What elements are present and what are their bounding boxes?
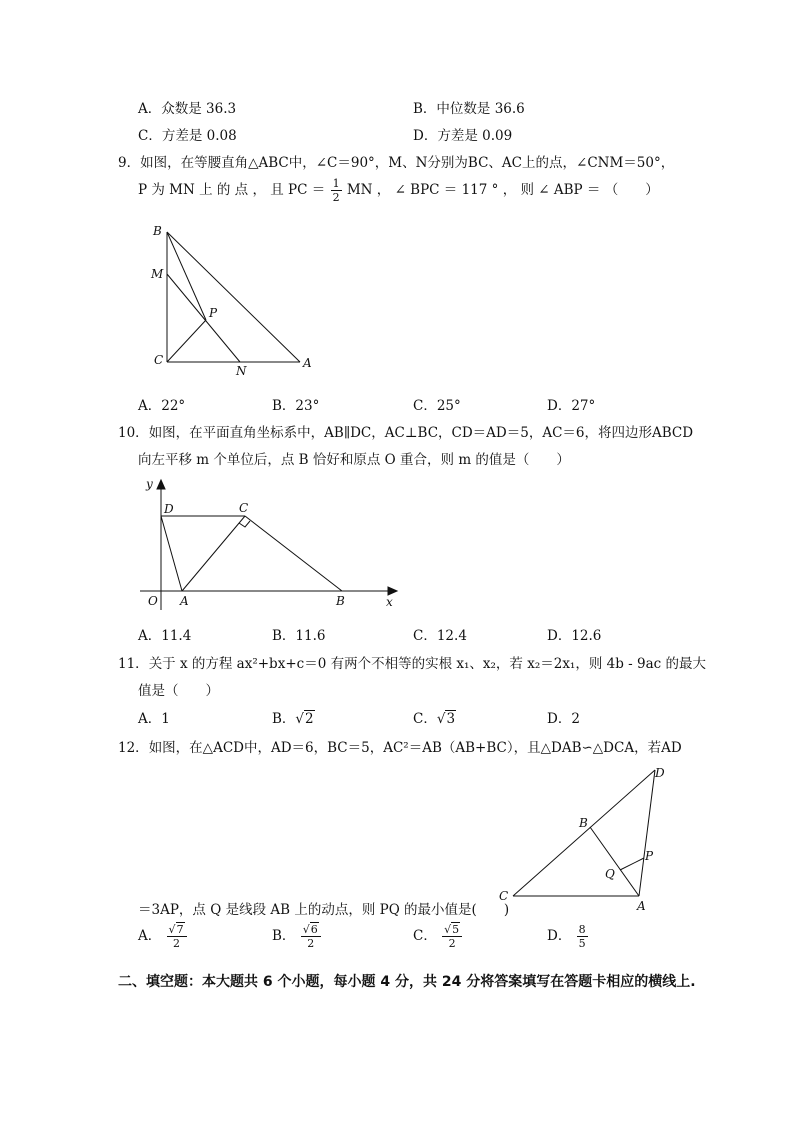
- q12-line2: ＝3AP，点 Q 是线段 AB 上的动点，则 PQ 的最小值是( ): [138, 902, 510, 918]
- q10-option-d: D．12.6: [547, 628, 602, 644]
- label-c: C: [499, 889, 509, 903]
- q12-option-d: D． $\frac{8}{5}$: [547, 923, 586, 950]
- q8-option-d: D．方差是 0.09: [413, 128, 513, 144]
- q10-figure: [135, 473, 410, 613]
- q9-line2: P 为 MN 上 的 点 ， 且 PC ＝ $\frac{1}{2}$ MN ， ∠ BPC ＝ 117 ° ， 则 ∠ ABP ＝ （ ）: [138, 177, 659, 204]
- q9-option-a: A．22°: [138, 398, 186, 414]
- segment-cb: [245, 516, 342, 591]
- segment-ac: [182, 516, 245, 591]
- segment-mn: [167, 274, 240, 362]
- q10-option-b: B．11.6: [272, 628, 326, 644]
- label-a: A: [180, 594, 189, 608]
- label-b: B: [579, 816, 588, 830]
- q11-option-c: C．√3: [413, 711, 456, 727]
- segment-qp: [620, 858, 644, 870]
- q12-option-a: A． $\frac{√7}{2}$: [138, 924, 188, 949]
- q12-figure: [495, 762, 680, 912]
- label-n: N: [236, 364, 247, 378]
- label-q: Q: [605, 867, 615, 881]
- label-c: C: [154, 353, 164, 367]
- label-a: A: [637, 899, 646, 912]
- q9-option-b: B．23°: [272, 398, 320, 414]
- q9-option-c: C．25°: [413, 398, 461, 414]
- q9-fraction: $\frac{1}{2}$: [332, 177, 340, 204]
- label-a: A: [303, 356, 312, 370]
- label-m: M: [151, 267, 164, 281]
- segment-cd: [513, 770, 655, 896]
- q12-option-c: C． $\frac{√5}{2}$: [413, 924, 463, 949]
- q9-line1: 9．如图，在等腰直角△ABC中，∠C＝90°，M、N分别为BC、AC上的点，∠CNM＝50°，: [118, 155, 675, 171]
- label-o: O: [148, 594, 158, 608]
- q8-option-b: B．中位数是 36.6: [413, 101, 525, 117]
- q11-line1: 11．关于 x 的方程 ax²+bx+c＝0 有两个不相等的实根 x₁、x₂，若 x₂＝2x₁，则 4b - 9ac 的最大: [118, 656, 706, 672]
- label-d: D: [164, 502, 174, 516]
- q10-option-c: C．12.4: [413, 628, 467, 644]
- q11-option-b: B．√2: [272, 711, 314, 727]
- label-c: C: [239, 501, 249, 515]
- q8-option-a: A．众数是 36.3: [138, 101, 237, 117]
- q10-option-a: A．11.4: [138, 628, 192, 644]
- q11-option-a: A．1: [138, 711, 170, 727]
- label-p: P: [645, 849, 654, 863]
- segment-ba: [167, 232, 300, 362]
- q9-figure: [140, 222, 340, 382]
- label-b: B: [153, 224, 162, 238]
- q11-line2: 值是（ ）: [138, 683, 219, 699]
- q10-line1: 10．如图，在平面直角坐标系中，AB∥DC，AC⊥BC，CD＝AD＝5，AC＝6，将四边形ABCD: [118, 425, 694, 441]
- segment-bp: [167, 232, 206, 320]
- segment-cp: [167, 320, 206, 362]
- label-b: B: [336, 594, 345, 608]
- segment-ad: [639, 770, 655, 896]
- segment-da: [161, 516, 182, 591]
- label-d: D: [655, 766, 665, 780]
- section2-heading: 二、填空题：本大题共 6 个小题，每小题 4 分，共 24 分将答案填写在答题卡相应的横线上.: [118, 974, 696, 990]
- label-p: P: [209, 306, 218, 320]
- q10-line2: 向左平移 m 个单位后，点 B 恰好和原点 O 重合，则 m 的值是（ ）: [138, 452, 570, 468]
- q12-option-b: B． $\frac{√6}{2}$: [272, 924, 322, 949]
- q9-option-d: D．27°: [547, 398, 596, 414]
- q11-option-d: D．2: [547, 711, 580, 727]
- y-axis-arrow: [157, 480, 165, 489]
- segment-ba: [590, 827, 639, 896]
- label-x: x: [386, 595, 393, 609]
- q8-option-c: C．方差是 0.08: [138, 128, 237, 144]
- q12-line1: 12．如图，在△ACD中，AD＝6，BC＝5，AC²＝AB（AB+BC），且△DAB∽△DCA，若AD: [118, 740, 682, 756]
- label-y: y: [146, 477, 153, 491]
- x-axis-arrow: [388, 587, 397, 595]
